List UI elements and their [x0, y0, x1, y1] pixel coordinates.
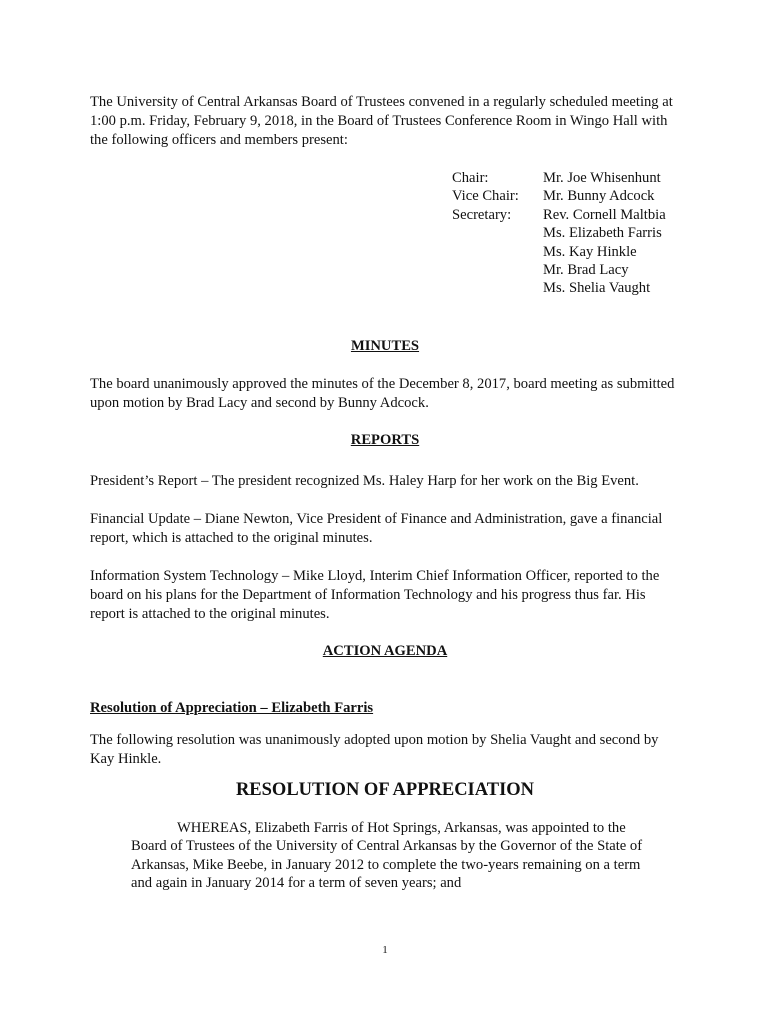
member-name: Mr. Brad Lacy	[543, 261, 629, 278]
presidents-report-paragraph: President’s Report – The president recognized Ms. Haley Harp for her work on the Big Event.	[90, 473, 639, 489]
resolution-title: RESOLUTION OF APPRECIATION	[235, 780, 535, 800]
member-name: Ms. Shelia Vaught	[543, 280, 651, 297]
ist-report-paragraph: Information System Technology – Mike Lloyd, Interim Chief Information Officer, reported to the board on his plans for the Department of Information Technology and his progress thus far. His report is attached to the original minutes.	[90, 568, 660, 622]
member-name: Mr. Bunny Adcock	[543, 188, 655, 205]
whereas-line: and again in January 2014 for a term of seven years; and	[131, 875, 462, 892]
member-role: Vice Chair:	[452, 188, 519, 205]
member-role	[452, 279, 543, 297]
member-row	[452, 206, 666, 224]
resolution-adopted-paragraph: The following resolution was unanimously adopted upon motion by Shelia Vaught and second by Kay Hinkle.	[90, 732, 659, 767]
member-name: Rev. Cornell Maltbia	[543, 206, 666, 223]
minutes-paragraph: The board unanimously approved the minutes of the December 8, 2017, board meeting as submitted upon motion by Brad Lacy and second by Bunny Adcock.	[90, 376, 675, 411]
members-list	[452, 169, 666, 298]
member-role	[452, 224, 543, 242]
intro-paragraph: The University of Central Arkansas Board of Trustees convened in a regularly scheduled meeting at 1:00 p.m. Friday, February 9, 2018, in the Board of Trustees Conference Room in Wingo Hall with the following officers and members present:	[90, 94, 673, 148]
member-row	[452, 169, 666, 187]
page-number: 1	[382, 944, 388, 956]
minutes-heading: MINUTES	[350, 338, 420, 354]
member-row	[452, 243, 666, 261]
reports-heading: REPORTS	[350, 432, 420, 448]
resolution-subheading: Resolution of Appreciation – Elizabeth Farris	[90, 700, 374, 716]
whereas-paragraph	[131, 819, 676, 893]
member-row	[452, 224, 666, 242]
member-row	[452, 261, 666, 279]
member-row	[452, 187, 666, 205]
member-row	[452, 279, 666, 297]
member-name: Mr. Joe Whisenhunt	[543, 170, 661, 186]
action-agenda-heading: ACTION AGENDA	[322, 643, 448, 659]
member-role	[452, 243, 543, 261]
whereas-line: Board of Trustees of the University of Central Arkansas by the Governor of the State of	[131, 838, 643, 855]
member-name: Ms. Kay Hinkle	[543, 243, 637, 260]
member-name: Ms. Elizabeth Farris	[543, 225, 662, 242]
financial-update-paragraph: Financial Update – Diane Newton, Vice President of Finance and Administration, gave a financial report, which is attached to the original minutes.	[90, 511, 663, 546]
member-role: Chair:	[452, 170, 489, 186]
whereas-line: WHEREAS, Elizabeth Farris of Hot Springs, Arkansas, was appointed to the	[177, 820, 626, 836]
member-role	[452, 261, 543, 279]
whereas-line: Arkansas, Mike Beebe, in January 2012 to complete the two-years remaining on a term	[131, 856, 641, 873]
member-role: Secretary:	[452, 206, 512, 223]
